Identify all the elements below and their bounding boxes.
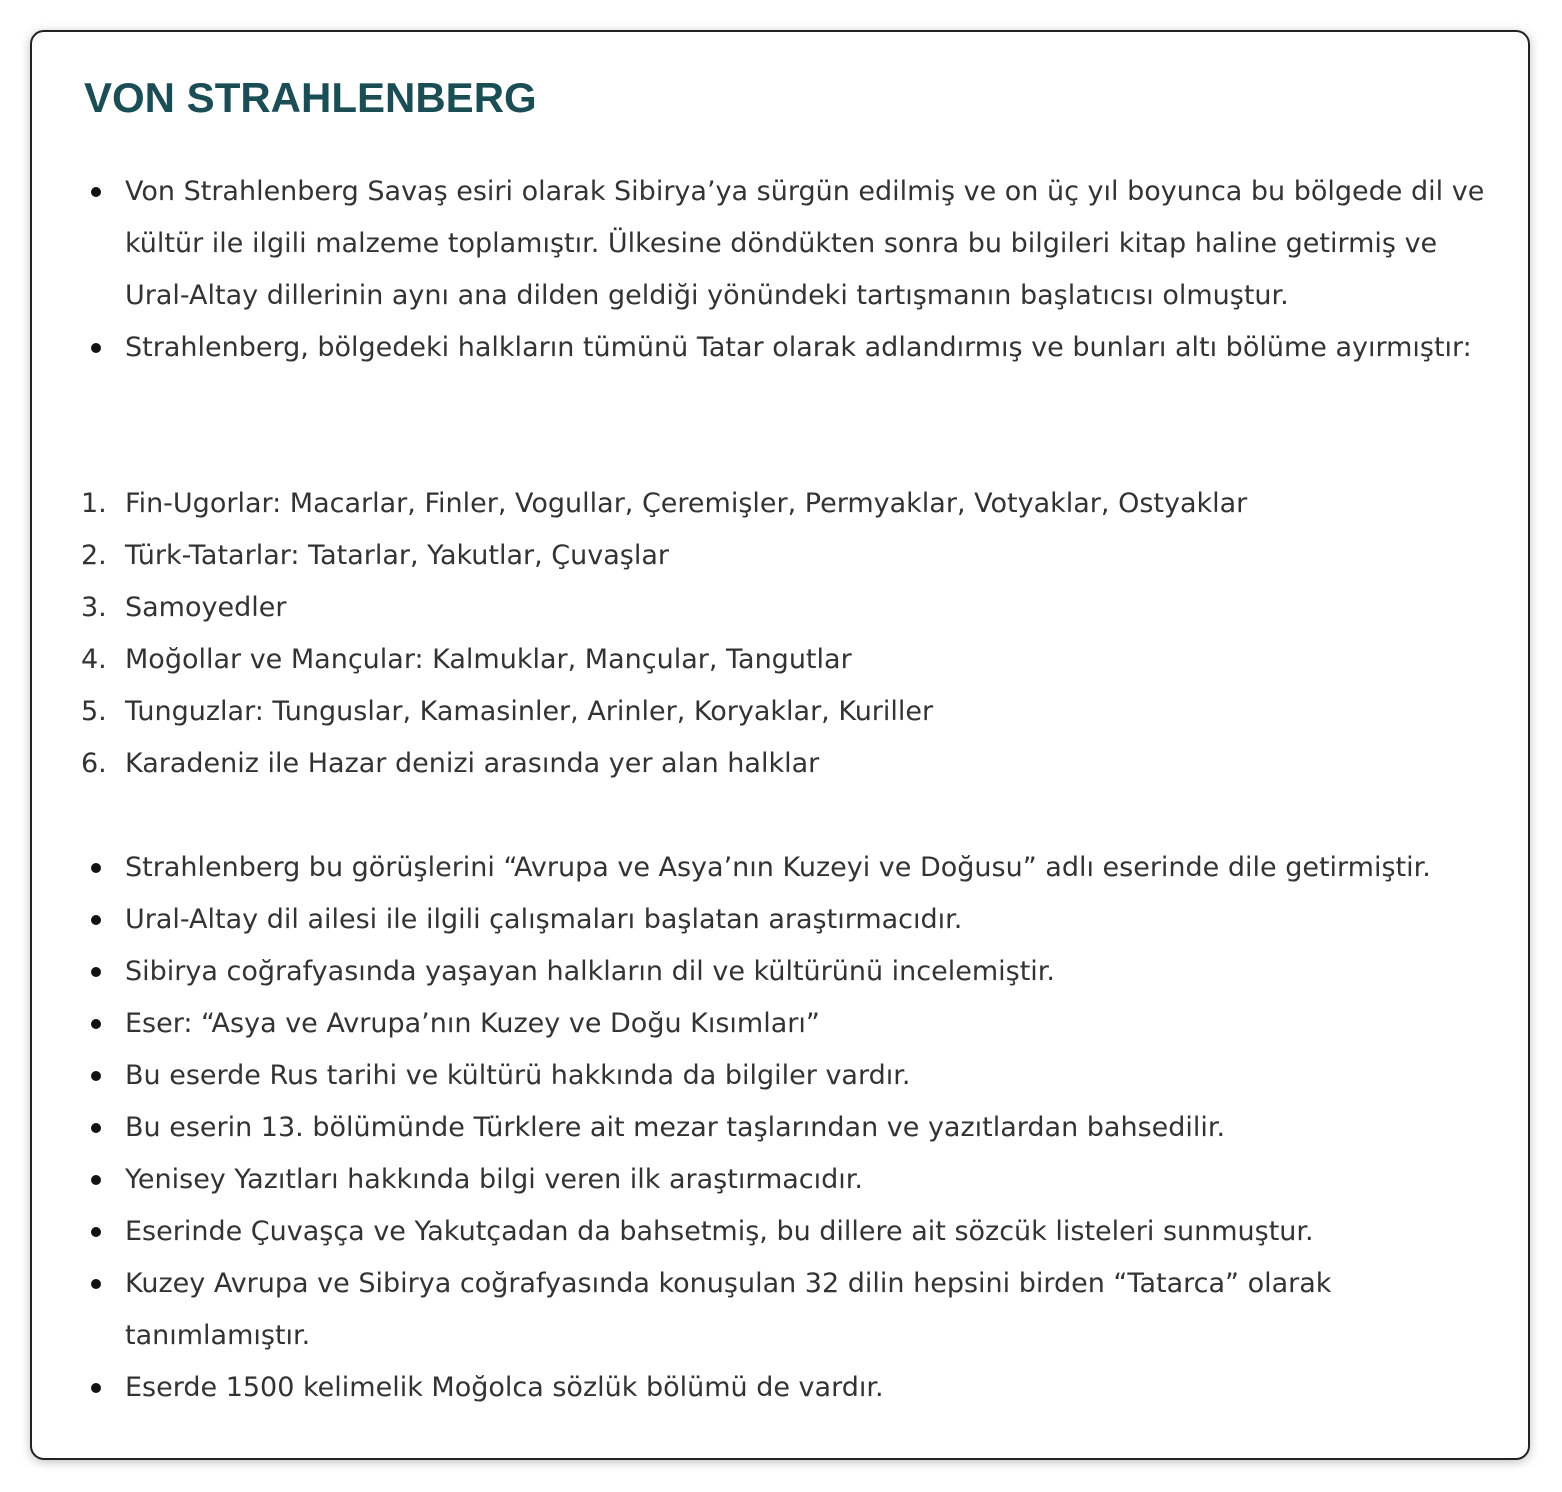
numbered-item <box>81 530 1495 582</box>
numbered-list <box>81 478 1495 790</box>
item-text: Moğollar ve Mançular: Kalmuklar, Mançular, Tangutlar <box>125 644 852 675</box>
item-number: 1. <box>81 488 107 519</box>
bullet-icon <box>91 1227 101 1237</box>
list-item <box>125 946 1495 998</box>
item-number: 6. <box>81 748 107 779</box>
bullet-icon <box>91 1019 101 1029</box>
list-item-text: Bu eserde Rus tarihi ve kültürü hakkında da bilgiler vardır. <box>125 1060 911 1091</box>
list-item-text: Yenisey Yazıtları hakkında bilgi veren ilk araştırmacıdır. <box>125 1164 863 1195</box>
item-number: 2. <box>81 540 107 571</box>
list-item <box>125 998 1495 1050</box>
item-text: Türk-Tatarlar: Tatarlar, Yakutlar, Çuvaşlar <box>125 540 670 571</box>
numbered-item <box>81 582 1495 634</box>
item-number: 3. <box>81 592 107 623</box>
list-item <box>125 894 1495 946</box>
list-item <box>125 1206 1495 1258</box>
page-title: VON STRAHLENBERG <box>84 74 537 121</box>
list-item-text: Sibirya coğrafyasında yaşayan halkların dil ve kültürünü incelemiştir. <box>125 956 1056 987</box>
list-item-text: Strahlenberg bu görüşlerini “Avrupa ve Asya’nın Kuzeyi ve Doğusu” adlı eserinde dile getirmiştir. <box>125 852 1431 883</box>
numbered-item <box>81 686 1495 738</box>
numbered-item <box>81 738 1495 790</box>
list-item-text: Von Strahlenberg Savaş esiri olarak Sibirya’ya sürgün edilmiş ve on üç yıl boyunca bu bölgede dil ve kültür ile ilgili malzeme toplamıştır. Ülkesine döndükten sonra bu bilgileri kitap haline getirmiş ve Ural-Altay dillerinin aynı ana dilden geldiği yönündeki tartışmanın başlatıcısı olmuştur. <box>125 176 1485 311</box>
numbered-item <box>81 478 1495 530</box>
item-text: Fin-Ugorlar: Macarlar, Finler, Vogullar, Çeremişler, Permyaklar, Votyaklar, Ostyaklar <box>125 488 1248 519</box>
list-item-text: Eserinde Çuvaşça ve Yakutçadan da bahsetmiş, bu dillere ait sözcük listeleri sunmuştur. <box>125 1216 1314 1247</box>
item-text: Karadeniz ile Hazar denizi arasında yer alan halklar <box>125 748 820 779</box>
bullet-icon <box>91 863 101 873</box>
list-item-text: Eser: “Asya ve Avrupa’nın Kuzey ve Doğu Kısımları” <box>125 1008 820 1039</box>
list-item-text: Ural-Altay dil ailesi ile ilgili çalışmaları başlatan araştırmacıdır. <box>125 904 963 935</box>
item-number: 5. <box>81 696 107 727</box>
list-item-text: Bu eserin 13. bölümünde Türklere ait mezar taşlarından ve yazıtlardan bahsedilir. <box>125 1112 1226 1143</box>
bullet-icon <box>91 1071 101 1081</box>
list-item <box>125 322 1495 374</box>
list-item-text: Eserde 1500 kelimelik Moğolca sözlük bölümü de vardır. <box>125 1372 884 1403</box>
list-item <box>125 842 1495 894</box>
list-item <box>125 1154 1495 1206</box>
list-item <box>125 1258 1495 1362</box>
content-card <box>30 30 1530 1460</box>
bullet-icon <box>91 1123 101 1133</box>
bullet-icon <box>91 1279 101 1289</box>
numbered-item <box>81 634 1495 686</box>
bullet-icon <box>91 1175 101 1185</box>
list-item-text: Kuzey Avrupa ve Sibirya coğrafyasında konuşulan 32 dilin hepsini birden “Tatarca” olarak tanımlamıştır. <box>125 1268 1332 1351</box>
list-item <box>125 1050 1495 1102</box>
list-item-text: Strahlenberg, bölgedeki halkların tümünü Tatar olarak adlandırmış ve bunları altı bölüme ayırmıştır: <box>125 332 1472 363</box>
detail-bullet-list <box>125 842 1495 1414</box>
item-text: Tunguzlar: Tunguslar, Kamasinler, Arinler, Koryaklar, Kuriller <box>125 696 934 727</box>
list-item <box>125 1362 1495 1414</box>
intro-bullet-list <box>125 166 1495 374</box>
bullet-icon <box>91 915 101 925</box>
item-text: Samoyedler <box>125 592 287 623</box>
item-number: 4. <box>81 644 107 675</box>
bullet-icon <box>91 187 101 197</box>
list-item <box>125 166 1495 322</box>
bullet-icon <box>91 967 101 977</box>
bullet-icon <box>91 343 101 353</box>
list-item <box>125 1102 1495 1154</box>
bullet-icon <box>91 1383 101 1393</box>
